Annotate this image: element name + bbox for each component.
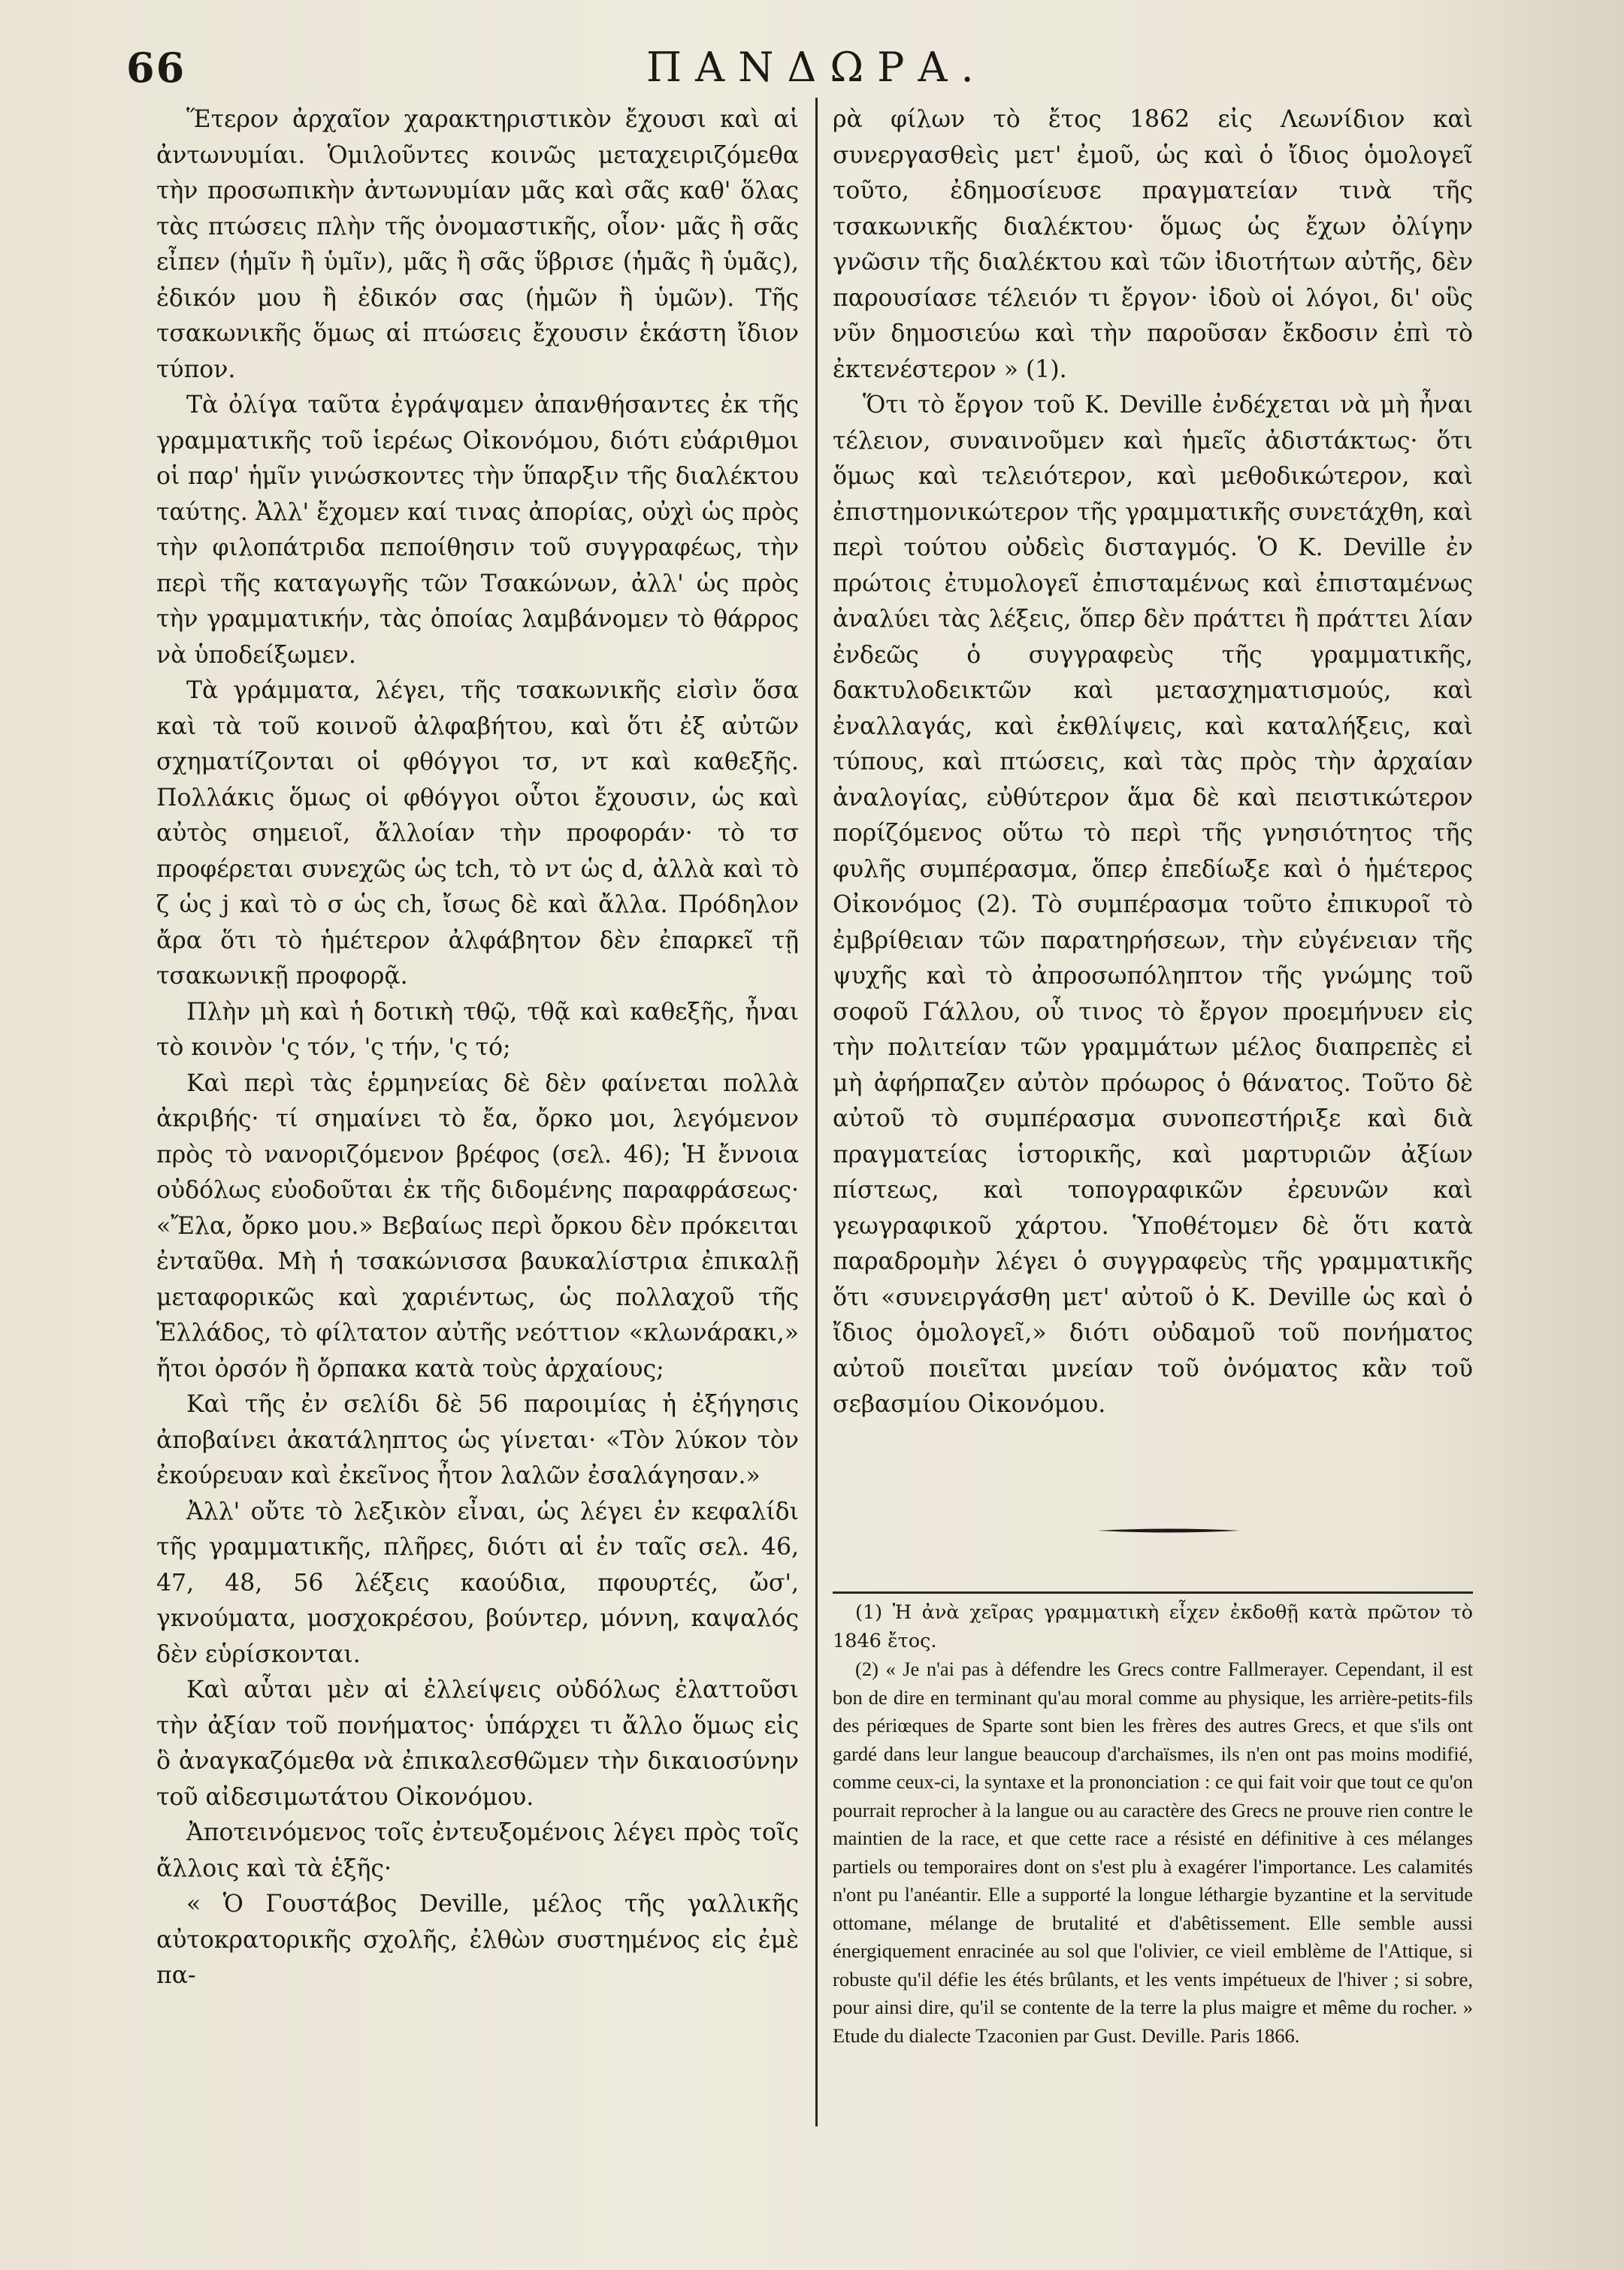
- paragraph: Ἀποτεινόμενος τοῖς ἐντευξομένοις λέγει πρὸς τοῖς ἄλλοις καὶ τὰ ἑξῆς·: [156, 1819, 799, 1882]
- paragraph: Τὰ ὀλίγα ταῦτα ἐγράψαμεν ἀπανθήσαντες ἐκ τῆς γραμματικῆς τοῦ ἱερέως Οἰκονόμου, διότι εὐάριθμοι οἱ παρ' ἡμῖν γινώσκοντες τὴν ὕπαρξιν τῆς διαλέκτου ταύτης. Ἀλλ' ἔχομεν καί τινας ἀπορίας, οὐχὶ ὡς πρὸς τὴν φιλοπάτριδα πεποίθησιν τοῦ συγγραφέως, τὴν περὶ τῆς καταγωγῆς τῶν Τσακώνων, ἀλλ' ὡς πρὸς τὴν γραμματικήν, τὰς ὁποίας λαμβάνομεν τὸ θάρρος νὰ ὑποδείξωμεν.: [156, 391, 799, 669]
- paragraph: Ὅτι τὸ ἔργον τοῦ Κ. Deville ἐνδέχεται νὰ μὴ ἦναι τέλειον, συναινοῦμεν καὶ ἡμεῖς ἀδιστάκτως· ὅτι ὅμως καὶ τελειότερον, καὶ μεθοδικώτερον, καὶ ἐπιστημονικώτερον τῆς γραμματικῆς συνετάχθη, καὶ περὶ τούτου οὐδεὶς δισταγμός. Ὁ Κ. Deville ἐν πρώτοις ἐτυμολογεῖ ἐπισταμένως καὶ ἐπισταμένως ἀναλύει τὰς λέξεις, ὅπερ δὲν πράττει ἢ πράττει λίαν ἐνδεῶς ὁ συγγραφεὺς τῆς γραμματικῆς, δακτυλοδεικτῶν καὶ μετασχηματισμούς, καὶ ἐναλλαγάς, καὶ ἐκθλίψεις, καὶ καταλήξεις, καὶ τύπους, καὶ πτώσεις, καὶ τὰς πρὸς τὴν ἀρχαίαν ἀναλογίας, εὐθύτερον ἅμα δὲ καὶ πειστικώτερον πορίζόμενος οὕτω τὸ περὶ τῆς γνησιότητος τῆς φυλῆς συμπέρασμα, ὅπερ ἐπεδίωξε καὶ ὁ ἡμέτερος Οἰκονόμος (2). Τὸ συμπέρασμα τοῦτο ἐπικυροῖ τὸ ἐμβρίθειαν τῶν παρατηρήσεων, τὴν εὐγένειαν τῆς ψυχῆς καὶ τὸ ἀπροσωπόληπτον τῆς γνώμης τοῦ σοφοῦ Γάλλου, οὗ τινος τὸ ἔργον προεμήνυεν εἰς τὴν πολιτείαν τῶν γραμμάτων μέλος διαπρεπὲς εἰ μὴ ἀφήρπαζεν αὐτὸν πρόωρος ὁ θάνατος. Τοῦτο δὲ αὐτοῦ τὸ συμπέρασμα συνοπεστήριξε καὶ διὰ πραγματείας ἱστορικῆς, καὶ μαρτυριῶν ἀξίων πίστεως, καὶ τοπογραφικῶν ἐρευνῶν καὶ γεωγραφικοῦ χάρτου. Ὑποθέτομεν δὲ ὅτι κατὰ παραδρομὴν λέγει ὁ συγγραφεὺς τῆς γραμματικῆς ὅτι «συνειργάσθη μετ' αὐτοῦ ὁ Κ. Deville ὡς καὶ ὁ ἴδιος ὁμολογεῖ,» διότι οὐδαμοῦ τοῦ πονήματος αὐτοῦ ποιεῖται μνείαν τοῦ ὀνόματος κἂν τοῦ σεβασμίου Οἰκονόμου.: [833, 391, 1473, 1418]
- paragraph: Ἀλλ' οὔτε τὸ λεξικὸν εἶναι, ὡς λέγει ἐν κεφαλίδι τῆς γραμματικῆς, πλῆρες, διότι αἱ ἐν ταῖς σελ. 46, 47, 48, 56 λέξεις καούδια, πφουρτές, ὤσ', γκνούματα, μοσχοκρέσου, βούντερ, μόννη, καψαλός δὲν εὑρίσκονται.: [156, 1498, 799, 1668]
- column-divider: [815, 98, 818, 2126]
- paragraph: ρὰ φίλων τὸ ἔτος 1862 εἰς Λεωνίδιον καὶ συνεργασθεὶς μετ' ἐμοῦ, ὡς καὶ ὁ ἴδιος ὁμολογεῖ τοῦτο, ἐδημοσίευσε πραγματείαν τινὰ τῆς τσακωνικῆς διαλέκτου· ὅμως ὡς ἔχων ὀλίγην γνῶσιν τῆς διαλέκτου καὶ τῶν ἰδιοτήτων αὐτῆς, δὲν παρουσίασε τέλειόν τι ἔργον· ἰδοὺ οἱ λόγοι, δι' οὓς νῦν δημοσιεύω καὶ τὴν παροῦσαν ἔκδοσιν ἐπὶ τὸ ἐκτενέστερον » (1).: [833, 106, 1473, 383]
- page-number: 66: [126, 44, 186, 92]
- paragraph: Πλὴν μὴ καὶ ἡ δοτικὴ τθῷ, τθᾷ καὶ καθεξῆς, ἦναι τὸ κοινὸν 'ς τόν, 'ς τήν, 'ς τό;: [156, 998, 799, 1061]
- ornament-rule: [1097, 1527, 1240, 1534]
- left-column: [156, 102, 799, 1994]
- paragraph: Ἕτερον ἀρχαῖον χαρακτηριστικὸν ἔχουσι καὶ αἱ ἀντωνυμίαι. Ὁμιλοῦντες κοινῶς μεταχειριζόμεθα τὴν προσωπικὴν ἀντωνυμίαν μᾶς καὶ σᾶς καθ' ὅλας τὰς πτώσεις πλὴν τῆς ὀνομαστικῆς, οἷον· μᾶς ἢ σᾶς εἶπεν (ἡμῖν ἢ ὑμῖν), μᾶς ἢ σᾶς ὕβρισε (ἡμᾶς ἢ ὑμᾶς), ἐδικόν μου ἢ ἐδικόν σας (ἡμῶν ἢ ὑμῶν). Τῆς τσακωνικῆς ὅμως αἱ πτώσεις ἔχουσιν ἑκάστη ἴδιον τύπον.: [156, 106, 799, 383]
- footnote-2: (2) « Je n'ai pas à défendre les Grecs contre Fallmerayer. Cependant, il est bon de dire en terminant qu'au moral comme au physique, les arrière-petits-fils des périœques de Sparte sont bien les frères des autres Grecs, et que s'ils ont gardé dans leur langue beaucoup d'archaïsmes, ils n'en ont pas moins modifié, comme ceux-ci, la syntaxe et la prononciation : ce qui fait voir que tout ce qu'on pourrait reprocher à la langue ou au caractère des Grecs ne prouve rien contre le maintien de la race, et que cette race a résisté en définitive à ces mélanges partiels ou temporaires dont on s'est plu à exagérer l'importance. Les calamités n'ont pu l'anéantir. Elle a supporté la longue léthargie byzantine et la servitude ottomane, mélange de brutalité et d'abêtissement. Elle semble aussi énergiquement enracinée au sol que l'olivier, ce vieil emblème de l'Attique, si robuste qu'il défie les étés brûlants, et les vents impétueux de l'hiver ; si sobre, pour ainsi dire, qu'il se contente de la terre la plus maigre et même du rocher. » Etude du dialecte Tzaconien par Gust. Deville. Paris 1866.: [833, 1658, 1473, 2047]
- paragraph: « Ὁ Γουστάβος Deville, μέλος τῆς γαλλικῆς αὐτοκρατορικῆς σχολῆς, ἐλθὼν συστημένος εἰς ἐμὲ πα-: [156, 1891, 799, 1989]
- footnote-rule: [833, 1591, 1473, 1594]
- paragraph: Καὶ αὗται μὲν αἱ ἐλλείψεις οὐδόλως ἐλαττοῦσι τὴν ἀξίαν τοῦ πονήματος· ὑπάρχει τι ἄλλο ὅμως εἰς ὃ ἀναγκαζόμεθα νὰ ἐπικαλεσθῶμεν τὴν δικαιοσύνην τοῦ αἰδεσιμωτάτου Οἰκονόμου.: [156, 1676, 799, 1811]
- right-column: [833, 102, 1473, 1423]
- footnotes: [833, 1599, 1473, 2050]
- paragraph: Καὶ τῆς ἐν σελίδι δὲ 56 παροιμίας ἡ ἐξήγησις ἀποβαίνει ἀκατάληπτος ὡς γίνεται· «Τὸν λύκον τὸν ἐκούρευαν καὶ ἐκεῖνος ἦτον λαλῶν ἐσαλάγησαν.»: [156, 1391, 799, 1489]
- paragraph: Τὰ γράμματα, λέγει, τῆς τσακωνικῆς εἰσὶν ὅσα καὶ τὰ τοῦ κοινοῦ ἀλφαβήτου, καὶ ὅτι ἐξ αὐτῶν σχηματίζονται οἱ φθόγγοι τσ, ντ καὶ καθεξῆς. Πολλάκις ὅμως οἱ φθόγγοι οὗτοι ἔχουσιν, ὡς καὶ αὐτὸς σημειοῖ, ἄλλοίαν τὴν προφοράν· τὸ τσ προφέρεται συνεχῶς ὡς tch, τὸ ντ ὡς d, ἀλλὰ καὶ τὸ ζ ὡς j καὶ τὸ σ ὡς ch, ἴσως δὲ καὶ ἄλλα. Πρόδηλον ἄρα ὅτι τὸ ἡμέτερον ἀλφάβητον δὲν ἐπαρκεῖ τῇ τσακωνικῇ προφορᾷ.: [156, 677, 799, 990]
- running-head: ΠΑΝΔΩΡΑ.: [646, 44, 987, 91]
- paragraph: Καὶ περὶ τὰς ἑρμηνείας δὲ δὲν φαίνεται πολλὰ ἀκριβής· τί σημαίνει τὸ ἔα, ὄρκο μοι, λεγόμενον πρὸς τὸ νανοριζόμενον βρέφος (σελ. 46); Ἡ ἔννοια οὐδόλως εὐοδοῦται ἐκ τῆς διδομένης παραφράσεως· «Ἔλα, ὄρκο μου.» Βεβαίως περὶ ὄρκου δὲν πρόκειται ἐνταῦθα. Μὴ ἡ τσακώνισσα βαυκαλίστρια ἐπικαλῇ μεταφορικῶς καὶ χαριέντως, ὡς πολλαχοῦ τῆς Ἑλλάδος, τὸ φίλτατον αὐτῆς νεόττιον «κλωνάρακι,» ἤτοι ὀρσόν ἢ ὄρπακα κατὰ τοὺς ἀρχαίους;: [156, 1069, 799, 1383]
- footnote-1: (1) Ἡ ἀνὰ χεῖρας γραμματικὴ εἶχεν ἐκδοθῇ κατὰ πρῶτον τὸ 1846 ἔτος.: [833, 1601, 1473, 1652]
